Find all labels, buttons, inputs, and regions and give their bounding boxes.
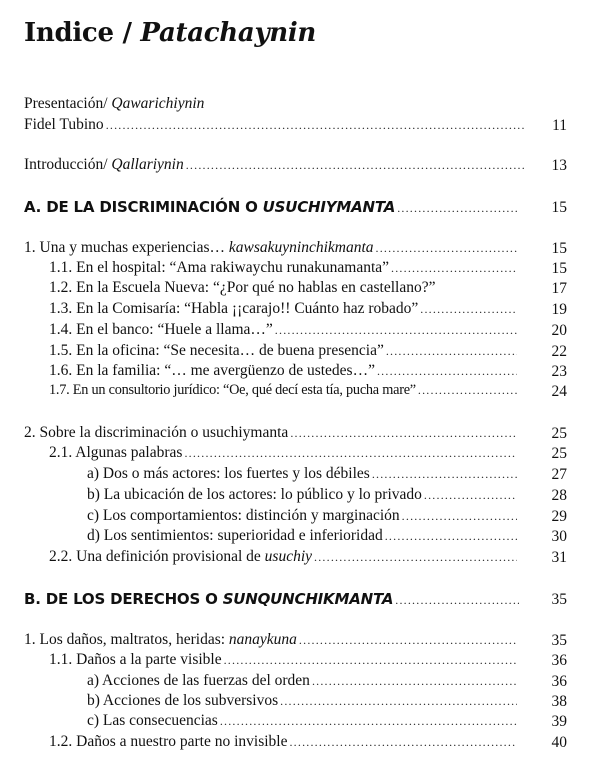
toc-entry-2 (24, 424, 517, 444)
toc-entry-page: 35 (551, 591, 567, 608)
title-italic: Patachaynin (140, 18, 317, 48)
toc-entry-label: 1.4. En el banco: “Huele a llama…” (49, 321, 273, 338)
toc-entry-page: 35 (551, 632, 567, 649)
toc-entry-2-1 (49, 444, 517, 464)
toc-entry-introduccion (24, 156, 525, 176)
toc-entry-label: A. DE LA DISCRIMINACIÓN O (24, 198, 263, 216)
toc-entry-1-1 (49, 259, 517, 279)
toc-entry-label: Introducción/ (24, 156, 112, 173)
toc-entry-page: 13 (551, 157, 567, 174)
leader-dots (372, 467, 517, 482)
toc-entry-label: 1. Una y muchas experiencias… (24, 239, 229, 256)
leader-dots (275, 323, 517, 338)
toc-entry-label: d) Los sentimientos: superioridad e inferioridad (87, 527, 383, 544)
leader-dots (385, 529, 517, 544)
toc-entry-label: 1.5. En la oficina: “Se necesita… de buena presencia” (49, 342, 384, 359)
toc-entry-1-3 (49, 300, 517, 320)
toc-entry-label: 1. Los daños, maltratos, heridas: (24, 631, 229, 648)
toc-entry-page: 25 (551, 445, 567, 462)
leader-dots (314, 550, 517, 565)
toc-entry-1-4 (49, 321, 517, 341)
toc-entry-page: 27 (551, 466, 567, 483)
toc-entry-label: 1.2. Daños a nuestro parte no invisible (49, 733, 288, 750)
toc-entry-page: 31 (551, 549, 567, 566)
toc-entry-label: 1.3. En la Comisaría: “Habla ¡¡carajo!! Cuánto haz robado” (49, 300, 419, 317)
toc-entry-italic: Qawarichiynin (111, 95, 205, 112)
leader-dots (106, 118, 525, 133)
page-title (24, 18, 316, 48)
toc-entry-1-6 (49, 362, 517, 382)
toc-entry-b1-1-b (87, 692, 517, 712)
leader-dots (289, 735, 517, 750)
toc-entry-page: 22 (551, 343, 567, 360)
leader-dots (397, 201, 519, 216)
leader-dots (376, 241, 517, 256)
toc-entry-page: 15 (551, 199, 567, 216)
toc-entry-page: 15 (551, 240, 567, 257)
toc-entry-label: 1.6. En la familia: “… me avergüenzo de ustedes…” (49, 362, 375, 379)
toc-entry-label: 1.7. En un consultorio jurídico: “Oe, qué decí esta tía, pucha mare” (49, 382, 416, 398)
toc-entry-italic: usuchiy (264, 548, 313, 565)
toc-entry-page: 40 (551, 734, 567, 751)
toc-entry-italic: nanaykuna (228, 631, 297, 648)
toc-entry-page: 28 (551, 487, 567, 504)
toc-entry-1 (24, 239, 517, 259)
toc-section-b (24, 590, 519, 610)
toc-entry-italic: USUCHIYMANTA (262, 198, 396, 216)
toc-entry-2-1-a (87, 465, 517, 485)
leader-dots (312, 674, 517, 689)
toc-entry-b1-1-c (87, 712, 517, 732)
toc-entry-2-1-d (87, 527, 517, 547)
toc-entry-page: 20 (551, 322, 567, 339)
toc-entry-page: 24 (551, 383, 567, 400)
toc-entry-page: 19 (551, 301, 567, 318)
toc-entry-label: c) Los comportamientos: distinción y marginación (87, 507, 400, 524)
toc-entry-page: 25 (551, 425, 567, 442)
toc-entry-1-7 (49, 382, 519, 402)
leader-dots (220, 714, 517, 729)
toc-entry-label: 1.1. Daños a la parte visible (49, 651, 222, 668)
toc-entry-label: 2.2. Una definición provisional de (49, 548, 265, 565)
toc-entry-page: 38 (551, 693, 567, 710)
leader-dots (377, 364, 517, 379)
toc-entry-page: 17 (551, 280, 567, 297)
leader-dots (424, 488, 517, 503)
toc-entry-label: c) Las consecuencias (87, 712, 218, 729)
leader-dots (386, 344, 517, 359)
toc-entry-2-1-b (87, 486, 517, 506)
leader-dots (186, 158, 525, 173)
toc-entry-b1 (24, 631, 517, 651)
toc-entry-label: Fidel Tubino (24, 116, 104, 133)
leader-dots (184, 446, 517, 461)
toc-entry-fidel-tubino (24, 116, 525, 136)
toc-entry-b1-2 (49, 733, 517, 753)
leader-dots (418, 383, 519, 398)
toc-entry-page: 36 (551, 673, 567, 690)
toc-entry-label: 2. Sobre la discriminación o usuchiymanta (24, 424, 289, 441)
toc-entry-page: 30 (551, 528, 567, 545)
toc-entry-1-5 (49, 342, 517, 362)
toc-entry-2-2 (49, 548, 517, 568)
toc-section-a (24, 198, 519, 218)
toc-entry-page: 11 (552, 117, 567, 134)
toc-entry-page: 36 (551, 652, 567, 669)
toc-entry-label: 2.1. Algunas palabras (49, 444, 183, 461)
toc-entry-label: b) Acciones de los subversivos (87, 692, 279, 709)
leader-dots (224, 653, 517, 668)
toc-entry-page: 39 (551, 713, 567, 730)
toc-entry-label: a) Acciones de las fuerzas del orden (87, 672, 310, 689)
title-main: Indice / (24, 18, 141, 48)
toc-entry-b1-1 (49, 651, 517, 671)
leader-dots (290, 426, 517, 441)
toc-entry-b1-1-a (87, 672, 517, 692)
toc-entry-page: 29 (551, 508, 567, 525)
toc-entry-label: B. DE LOS DERECHOS O (24, 590, 223, 608)
toc-entry-label: 1.1. En el hospital: “Ama rakiwaychu runakunamanta” (49, 259, 390, 276)
toc-entry-page: 23 (551, 363, 567, 380)
toc-entry-italic: kawsakuyninchikmanta (228, 239, 374, 256)
leader-dots (402, 509, 517, 524)
leader-dots (280, 694, 517, 709)
leader-dots (391, 261, 517, 276)
leader-dots (395, 593, 519, 608)
toc-entry-label: a) Dos o más actores: los fuertes y los débiles (87, 465, 370, 482)
toc-entry-label: 1.2. En la Escuela Nueva: “¿Por qué no hablas en castellano?” (49, 279, 436, 296)
toc-entry-italic: Qallariynin (111, 156, 184, 173)
toc-entry-2-1-c (87, 507, 517, 527)
toc-entry-page: 15 (551, 260, 567, 277)
leader-dots (299, 633, 517, 648)
toc-entry-1-2 (49, 279, 517, 299)
leader-dots (420, 302, 517, 317)
toc-entry-presentacion (24, 95, 364, 115)
toc-entry-italic: SUNQUNCHIKMANTA (222, 590, 394, 608)
toc-entry-label: Presentación/ (24, 95, 112, 112)
toc-entry-label: b) La ubicación de los actores: lo público y lo privado (87, 486, 422, 503)
